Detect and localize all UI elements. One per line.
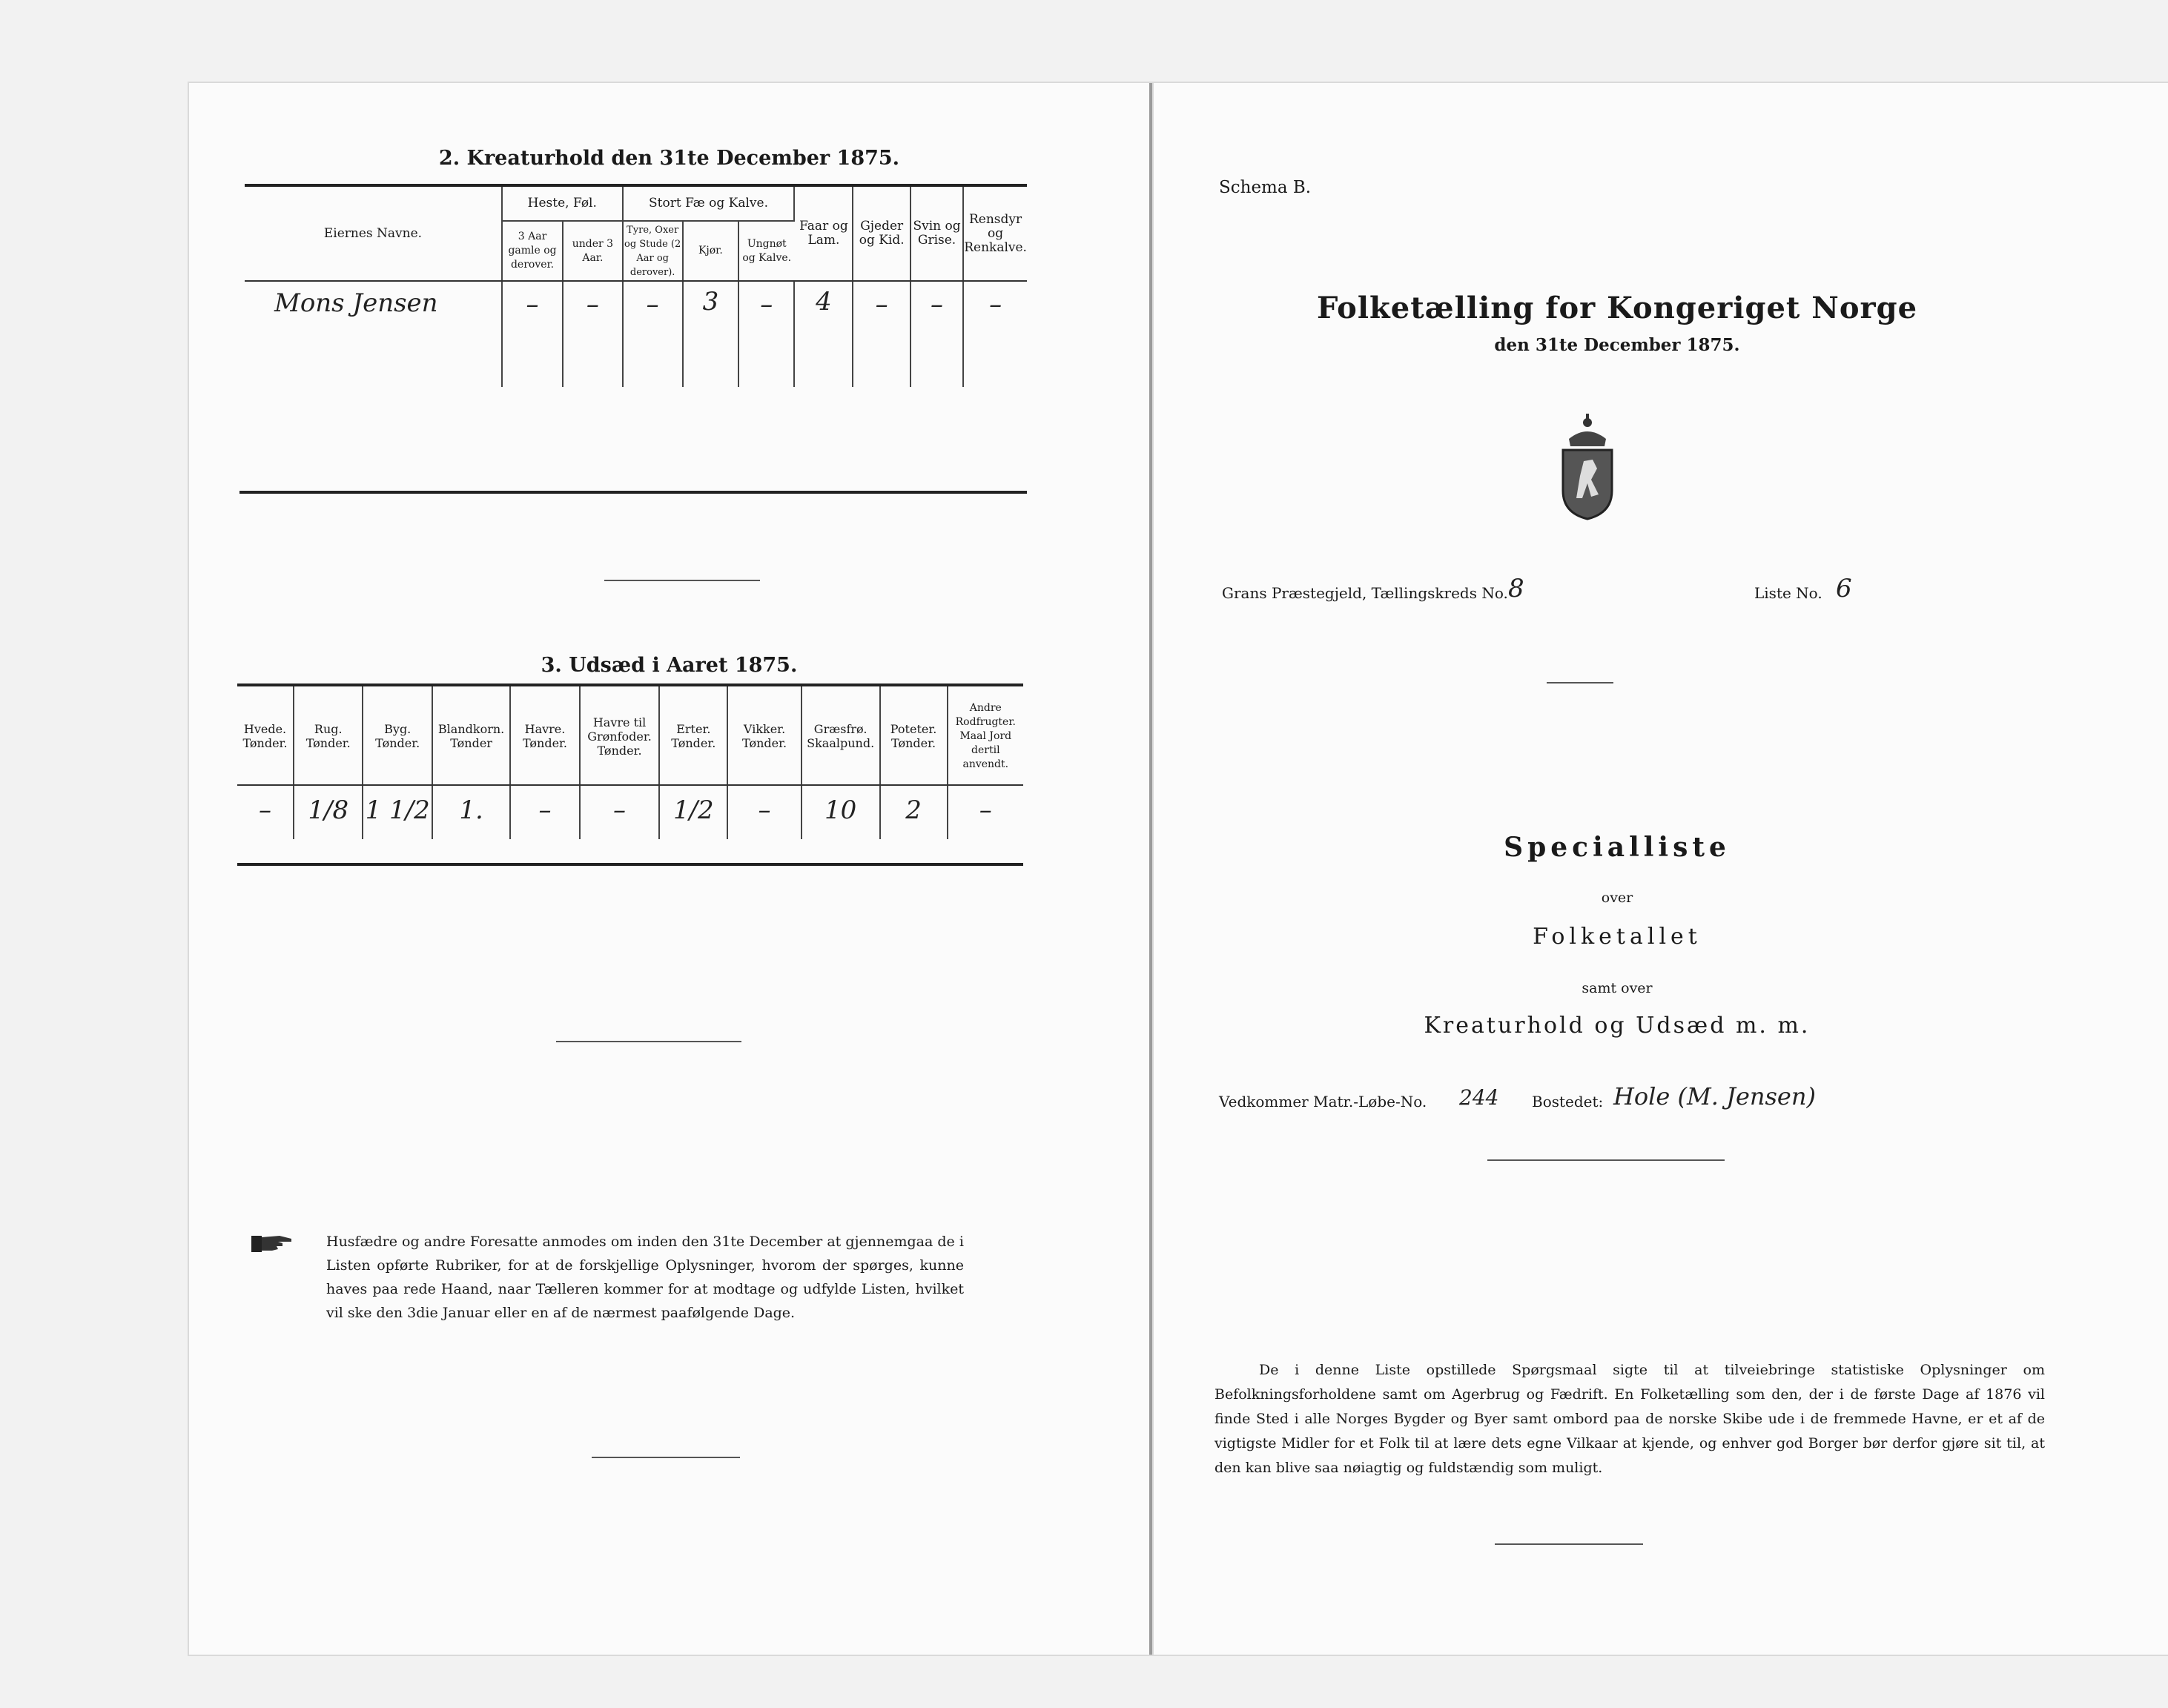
seed-value: – — [979, 795, 992, 825]
coat-of-arms-icon — [1547, 409, 1628, 520]
separator-r3 — [1495, 1543, 1643, 1545]
liste-label: Liste No. — [1754, 584, 1822, 602]
sheep-value: 4 — [816, 287, 832, 317]
goats-value: – — [875, 290, 888, 320]
bulls-cell — [623, 280, 683, 387]
col-goats: Gjeder og Kid. — [853, 187, 910, 280]
seed-value-cell — [727, 786, 801, 839]
seed-value-cell — [237, 786, 294, 839]
cows-cell — [683, 280, 738, 387]
bulls-value: – — [646, 290, 659, 320]
folketallet-title: Folketallet — [1533, 924, 1702, 950]
seed-value-cell — [659, 786, 727, 839]
seed-value: 1/2 — [672, 795, 714, 825]
over-label-1: over — [1601, 890, 1633, 906]
seed-header: Erter. Tønder. — [659, 686, 727, 786]
seed-value-cell — [880, 786, 948, 839]
livestock-bottom-rule — [239, 491, 1027, 494]
seed-header: Hvede. Tønder. — [237, 686, 294, 786]
seed-value: – — [538, 795, 552, 825]
main-title: Folketælling for Kongeriget Norge — [1316, 291, 1918, 325]
seed-value: – — [758, 795, 771, 825]
seed-header: Havre til Grønfoder. Tønder. — [580, 686, 660, 786]
seed-value: 2 — [905, 795, 922, 825]
kreaturhold-title: Kreaturhold og Udsæd m. m. — [1424, 1013, 1811, 1039]
horses-old-cell — [502, 280, 563, 387]
col-pigs: Svin og Grise. — [911, 187, 963, 280]
seed-table — [237, 686, 1023, 839]
pigs-cell — [911, 280, 963, 387]
main-date: den 31te December 1875. — [1494, 335, 1740, 355]
cows-value: 3 — [702, 287, 719, 317]
livestock-table — [245, 187, 1027, 387]
sub-young: Ungnøt og Kalve. — [742, 237, 792, 264]
group-horses: Heste, Føl. — [502, 187, 623, 221]
seed-header: Poteter. Tønder. — [880, 686, 948, 786]
seed-bottom-rule — [237, 863, 1023, 866]
horses-old-value: – — [526, 290, 539, 320]
bosted-label: Bostedet: — [1532, 1093, 1604, 1110]
seed-value-cell — [802, 786, 880, 839]
seed-value: 1. — [459, 795, 483, 825]
seed-value-cell — [580, 786, 660, 839]
right-page — [1154, 83, 2168, 1655]
horses-young-value: – — [586, 290, 599, 320]
seed-header: Byg. Tønder. — [363, 686, 432, 786]
seed-title: 3. Udsæd i Aaret 1875. — [541, 654, 798, 677]
matr-label: Vedkommer Matr.-Løbe-No. — [1219, 1093, 1427, 1110]
specialliste-title: Specialliste — [1504, 832, 1731, 863]
notice-text: Husfædre og andre Foresatte anmodes om inden den 31te December at gjennemgaa de i Listen opførte Rubriker, for at de forskjellige Oplysninger, hvorom der spørges, kunne haves paa rede Haand, naar Tælleren kommer for at modtage og udfylde Listen, hvilket vil ske den 3die Januar eller en af de nærmest paafølgende Dage. — [326, 1234, 964, 1321]
bosted-value: Hole (M. Jensen) — [1613, 1082, 1816, 1110]
seed-value: 10 — [824, 795, 857, 825]
young-cell — [738, 280, 794, 387]
seed-value: 1 1/2 — [365, 795, 430, 825]
seed-header-rule — [237, 784, 1023, 786]
separator-2 — [556, 1041, 741, 1042]
horses-young-cell — [563, 280, 622, 387]
seed-header: Rug. Tønder. — [294, 686, 363, 786]
young-value: – — [760, 290, 773, 320]
matr-no-value: 244 — [1459, 1085, 1499, 1110]
seed-header: Havre. Tønder. — [510, 686, 579, 786]
seed-header-row — [237, 686, 1023, 786]
parish-label: Grans Præstegjeld, Tællingskreds No. — [1222, 584, 1508, 602]
col-owner: Eiernes Navne. — [245, 187, 502, 280]
seed-value: – — [613, 795, 627, 825]
livestock-header-rule — [245, 280, 1027, 282]
owner-value: Mons Jensen — [274, 288, 438, 318]
sub-cows: Kjør. — [683, 221, 738, 280]
separator-1 — [604, 580, 760, 581]
reindeer-value: – — [989, 290, 1002, 320]
kreds-no-value: 8 — [1508, 574, 1524, 603]
col-reindeer: Rensdyr og Renkalve. — [964, 211, 1027, 255]
owner-cell — [245, 280, 502, 387]
separator-r1 — [1547, 682, 1613, 683]
seed-value: – — [259, 795, 271, 825]
left-page — [189, 83, 1154, 1655]
sub-horses-old: 3 Aar gamle og derover. — [502, 221, 563, 280]
seed-header: Blandkorn. Tønder — [432, 686, 510, 786]
seed-header: Andre Rodfrugter. Maal Jord dertil anvendt. — [955, 701, 1016, 770]
goats-cell — [853, 280, 910, 387]
col-sheep: Faar og Lam. — [794, 187, 853, 280]
reindeer-cell — [963, 280, 1027, 387]
footer-text: De i denne Liste opstillede Spørgsmaal sigte til at tilveiebringe statistiske Oplysninger om Befolkningsforholdene samt om Agerbrug og Fædrift. En Folketælling som den, der i de første Dage af 1876 vil finde Sted i alle Norges Bygder og Byer samt ombord paa de norske Skibe ude i de fremmede Havne, er et af de vigtigste Midler for et Folk til at lære dets egne Vilkaar at kjende, og enhver god Borger bør derfor gjøre sit til, at den kan blive saa nøiagtig og fuldstændig som muligt. — [1214, 1362, 2045, 1476]
sub-horses-young: under 3 Aar. — [563, 221, 622, 280]
seed-value-cell — [510, 786, 579, 839]
seed-value-cell — [294, 786, 363, 839]
seed-value: 1/8 — [308, 795, 349, 825]
sheep-cell — [794, 280, 853, 387]
schema-label: Schema B. — [1219, 178, 1312, 197]
group-cattle: Stort Fæ og Kalve. — [623, 187, 795, 221]
liste-no-value: 6 — [1836, 574, 1852, 603]
seed-value-cell — [363, 786, 432, 839]
pointing-hand-icon — [250, 1228, 294, 1258]
samt-over-label: samt over — [1582, 980, 1653, 996]
seed-header: Græsfrø. Skaalpund. — [802, 686, 880, 786]
seed-header: Vikker. Tønder. — [727, 686, 801, 786]
pigs-value: – — [931, 290, 944, 320]
seed-value-row — [237, 786, 1023, 839]
separator-3 — [592, 1457, 740, 1458]
livestock-title: 2. Kreaturhold den 31te December 1875. — [438, 147, 900, 170]
seed-value-cell — [948, 786, 1023, 839]
seed-value-cell — [432, 786, 510, 839]
sub-bulls: Tyre, Oxer og Stude (2 Aar og derover). — [623, 221, 683, 280]
separator-r2 — [1487, 1159, 1725, 1161]
